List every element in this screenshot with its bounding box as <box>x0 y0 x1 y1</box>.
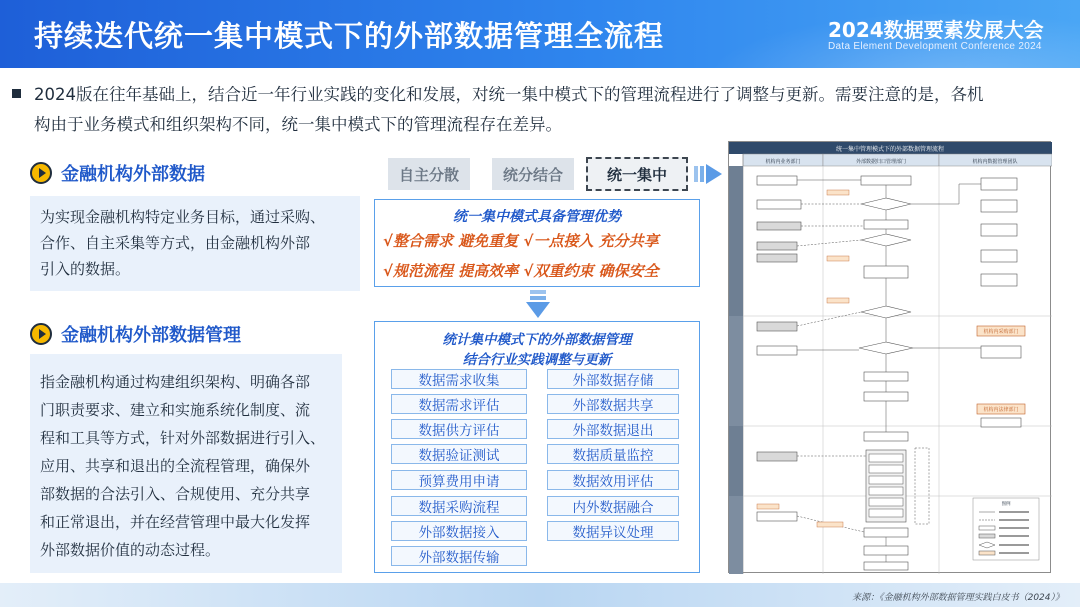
definition-line: 应用、共享和退出的全流程管理，确保外 <box>40 457 311 475</box>
definition-line: 部数据的合法引入、合规使用、充分共享 <box>40 485 311 503</box>
mode-tab-decentralized: 自主分散 <box>388 158 470 190</box>
process-step: 数据验证测试 <box>391 444 527 464</box>
advantages-line: √规范流程 提高效率 √双重约束 确保安全 <box>383 262 659 280</box>
advantages-line: √整合需求 避免重复 √一点接入 充分共享 <box>383 232 659 250</box>
process-step: 外部数据退出 <box>547 419 679 439</box>
definition-line: 和正常退出，并在经营管理中最大化发挥 <box>40 513 311 531</box>
process-step: 数据供方评估 <box>391 419 527 439</box>
process-step: 外部数据共享 <box>547 394 679 414</box>
intro-paragraph <box>34 80 1074 140</box>
process-step: 数据采购流程 <box>391 496 527 516</box>
process-step: 外部数据存储 <box>547 369 679 389</box>
play-circle-icon <box>30 323 52 345</box>
flowchart-column-header: 外部数据归口管理部门 <box>855 159 907 165</box>
flowchart-side-label: 机构内采购部门 <box>983 329 1019 335</box>
flowchart-thumbnail <box>728 141 1051 573</box>
process-step: 数据效用评估 <box>547 470 679 490</box>
definition-line: 合作、自主采集等方式，由金融机构外部 <box>40 234 311 252</box>
definition-line: 程和工具等方式，针对外部数据进行引入、 <box>40 429 326 447</box>
process-step: 数据需求收集 <box>391 369 527 389</box>
process-step: 外部数据接入 <box>391 521 527 541</box>
process-title: 统计集中模式下的外部数据管理 <box>442 332 632 348</box>
definition-line: 门职责要求、建立和实施系统化制度、流 <box>40 401 311 419</box>
flowchart-column-header: 机构内业务部门 <box>765 159 801 165</box>
process-box <box>374 321 700 573</box>
flowchart-title: 统一集中管理模式下的外部数据管理流程 <box>835 146 945 153</box>
section-title: 金融机构外部数据管理 <box>61 325 241 346</box>
definition-line: 外部数据价值的动态过程。 <box>40 541 221 559</box>
right-arrow-icon <box>694 161 724 187</box>
process-step: 预算费用申请 <box>391 470 527 490</box>
advantages-box <box>374 199 700 287</box>
flowchart-legend-title: 图例 <box>1001 502 1011 507</box>
intro-line: 构由于业务模式和组织架构不同，统一集中模式下的管理流程存在差异。 <box>34 115 562 134</box>
down-arrow-icon <box>524 290 552 320</box>
mode-tab-centralized: 统一集中 <box>586 157 688 191</box>
flowchart-diagram <box>729 142 1052 574</box>
section-heading-external-data <box>30 160 205 186</box>
intro-line: 2024版在往年基础上，结合近一年行业实践的变化和发展，对统一集中模式下的管理流程进行了调整与更新。需要注意的是，各机 <box>34 85 984 104</box>
source-citation: 来源：《金融机构外部数据管理实践白皮书（2024）》 <box>852 593 1064 603</box>
definition-box-external-data-mgmt <box>30 354 342 573</box>
header-banner <box>0 0 1080 68</box>
definition-line: 为实现金融机构特定业务目标，通过采购、 <box>40 208 326 226</box>
process-step: 外部数据传输 <box>391 546 527 566</box>
page-title: 持续迭代统一集中模式下的外部数据管理全流程 <box>34 19 665 53</box>
definition-line: 指金融机构通过构建组织架构、明确各部 <box>40 373 311 391</box>
section-title: 金融机构外部数据 <box>61 164 205 185</box>
flowchart-column-header: 机构内数据管理团队 <box>972 159 1018 165</box>
bullet-square-icon <box>12 89 21 98</box>
process-step: 数据需求评估 <box>391 394 527 414</box>
conference-subtitle: Data Element Development Conference 2024 <box>828 41 1042 52</box>
definition-box-external-data <box>30 196 360 291</box>
process-step: 内外数据融合 <box>547 496 679 516</box>
conference-name: 2024数据要素发展大会 <box>828 18 1044 42</box>
flowchart-side-label: 机构内法律部门 <box>983 407 1019 413</box>
play-circle-icon <box>30 162 52 184</box>
definition-line: 引入的数据。 <box>40 260 131 278</box>
process-step: 数据异议处理 <box>547 521 679 541</box>
mode-tab-hybrid: 统分结合 <box>492 158 574 190</box>
process-subtitle: 结合行业实践调整与更新 <box>462 352 612 368</box>
section-heading-external-data-mgmt <box>30 321 241 347</box>
advantages-title: 统一集中模式具备管理优势 <box>453 209 621 225</box>
process-step: 数据质量监控 <box>547 444 679 464</box>
